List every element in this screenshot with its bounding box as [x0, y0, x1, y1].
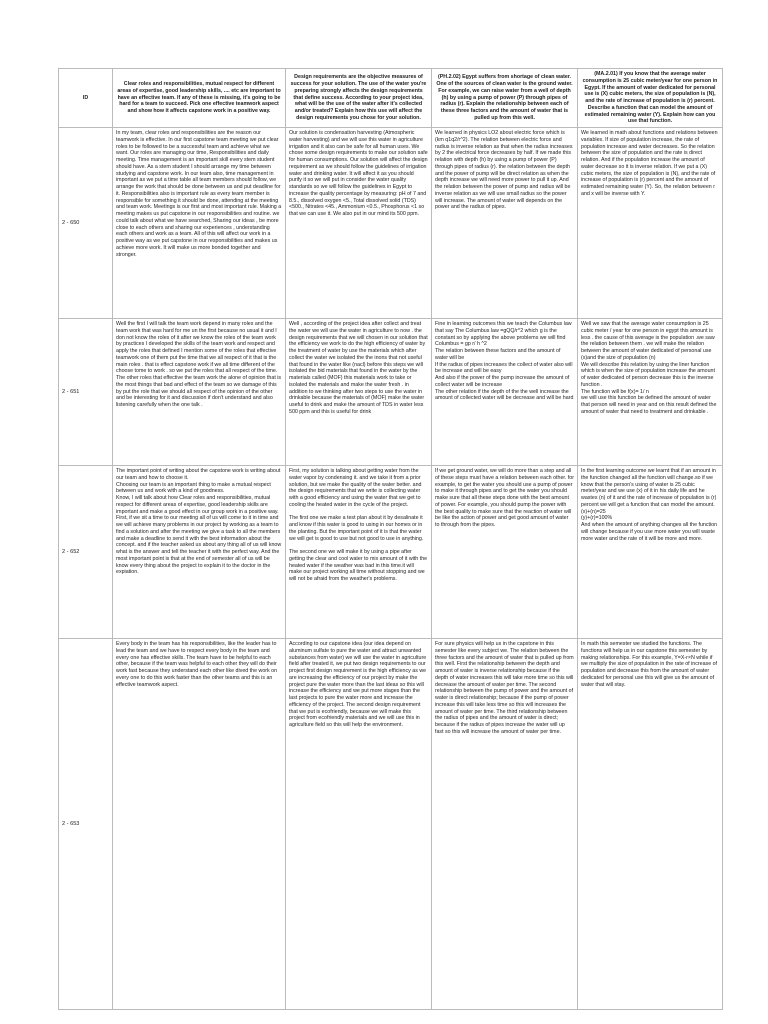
math-answer: In math this semester we studied the functions. The functions will help us in our capstone this semester by making relationships. For this example, Y=X-r×N while if we multiply the size of population in the rate of increase of population and decrease this from the amount of water dedicated for personal use this will give us the amount of water that will stay.: [578, 639, 723, 1010]
row-id: 2 - 652: [59, 466, 113, 639]
header-teamwork-question: Clear roles and responsibilities, mutual respect for different areas of expertise, good leadership skills, .... etc are important to have an effective team. If any of these is missing, it's going to be hard for a team to succeed. Pick one effective teamwork aspect and show how it affects capstone work in a positive way.: [113, 69, 286, 128]
physics-answer: If we get ground water, we will do more than a step and all of these steps must have a relation between each other. for example, to get the water you should use a pump of power to make it through pipes and to get the water you should make sure that all these steps done with the best amount of power. For example, you should pump the power with the best quality to make sure that the reaction of water will be like the action of power and get good amount of water to through from the pipes.: [432, 466, 578, 639]
header-design-requirements-question: Design requirements are the objective measures of success for your solution. The use of the water you're preparing strongly affects the design requirements that define success. According to your project idea, what will be the use of the water after it's collected and/or treated? Explain how this use will affect the design requirements you chose for your solution.: [286, 69, 432, 128]
design-answer: Well , according of the project idea after collect and treat the water we will use the water in agriculture to now . the design requirements that we will chosen in our solution that the efficiency we work to do the high efficiency of water by the treatment of water by use the materials which after collect the water we isolated the the inons that not useful that found in the water like (nacl) before this steps we will isolated the bid materials that found in the water by the materials called (MOF) this materials work to take or isolated the materials and make the water fresh . in addition to we thinking after two steps to use the water in drinkable because the materials of (MOF) make the water useful to drink and make the amount of TDS in water less 500 ppm and this is useful for drink: [286, 319, 432, 466]
table-row: [59, 639, 723, 1010]
design-answer: First, my solution is talking about getting water from the water vapor by condensing it. and we take it from a prior solution, but we make the quality of the water better. and the design requirements that we write is collecting water with a good efficiency and using the water that we get to cooling the heated water in the cycle of the project. The first one we make a test plan about it by desalinate it and know if this water is good to using in our homes or in the planting. But the important point of it is that the water we will get is good to use but not good to use in anything. The second one we will make it by using a pipe after getting the clear and cool water to mix amount of it with the heated water if the weather was bad in this time.it will make our project working all time without stopping and we will not be afraid from the weather's problems.: [286, 466, 432, 639]
responses-table: [58, 68, 723, 1010]
row-id: 2 - 650: [59, 128, 113, 319]
header-physics-question: (PH.2.02) Egypt suffers from shortage of clean water. One of the sources of clean water is the ground water. For example, we can raise water from a well of depth (h) by using a pump of power (P) through pipes of radius (r). Explain the relationship between each of these three factors and the amount of water that is pulled up from this well.: [432, 69, 578, 128]
teamwork-answer: Well the first I will talk the team work depend in many roles and the team work that was hard for me un the first because no usual it and I don not know the roles of it after we know the roles of the team work by practices I developed the skills of the team work and respect and apply the roles that defined I mention some of the roles that effective teamwork one of them put the time that we all respect of it that is the main roles . that is effect capstone work if we all time different of the choose tome to work . so we put the roles that all respect of the time. The other roles that effective the team work the alone of opinion that is the most things that bad and effect of the team so we damage of this by put the role that we should all respect of the opinion of the other and be interesting for it and discussion if don't understand and also listening carefully when the one talk .: [113, 319, 286, 466]
table-row: [59, 128, 723, 319]
math-answer: In the first learning outcome we learnt that if an amount in the function changed all the function will change.so if we know that the person's using of water is 25 cubic meter/year and we use (x) of it in his daily life and he wastes (n) of it and the rate of increase of population is (r) percent we will get a function that can model the amount. (x)+(n)=25 (y)+(r)=100% And when the amount of anything changes all the function will change because if you use more water you will waste more water and the rate of it will be more and more.: [578, 466, 723, 639]
design-answer: Our solution is condensation harvesting (Atmospheric water harvesting) and we will use this water in agriculture irrigation and it also can be safe for all human uses. We chose some design requirements to make our solution safe for human consumptions. Our solution will affect the design requirement as we should follow the guidelines of irrigation water and drinking water. It will affect it as you should purify it so we will put in consider the water quality standards so we will follow the guidelines in Egypt to increase the quality percentage by measuring: pH of 7 and 8.5., dissolved oxygen <5., Total dissolved solid (TDS) <500., Nitrates <45., Ammonium <0.5., Phosphorus <1 so that we can use it. We also put in our mind its 500 ppm.: [286, 128, 432, 319]
document-page: [58, 68, 722, 1010]
math-answer: Well we saw that the average water consumption is 25 cubic meter / year for one person in egypt this amount is less . the cause of this average is the population .we saw the relation between them . we will make the relation between the amount of water dedicated of personal use (x)and the size of population (n) We will describe this relation by using the liner function which is when the size of population increase the amount of water dedicated of person decrease this is the inverse function . The function will be f(x)= 1/ n we will use this function be defined the amount of water that person will need in year and on this result defined the amount of water that need to treatment and drinkable .: [578, 319, 723, 466]
table-row: [59, 466, 723, 639]
header-row: [59, 69, 723, 128]
row-id: 2 - 653: [59, 639, 113, 1010]
math-answer: We learned in math about functions and relations between variables. If size of population increase, the rate of population increase and water decreases. So the relation between the size of population and the rate is direct relation. And if the population increase the amount of water decrease so it is inverse relation. If we put a (X) cubic meters, the size of population is (N), and the rate of increase of population is (r) percent and the amount of estimated remaining water (Y). So, the relation between r and x will be inverse with Y.: [578, 128, 723, 319]
physics-answer: Fine in learning outcomes this we teach the Columbus law that say The Columbus law =gQQ/r^2 which g is the constant so by applying the above problems we will find Columbus = gp r/ h ^2 The relation between these factors and the amount of water will be If the radius of pipes increases the collect of water also will be increase and will be easy And also if the power of the pump increase the amount of collect water will be increase The other relation if the depth of the the well increase the amount of collected water will be decrease and will be hard: [432, 319, 578, 466]
header-id: ID: [59, 69, 113, 128]
physics-answer: For sure physics will help us in the capstone in this semester like every subject we. The relation between the three factors and the amount of water that is pulled up from this well. First the relationship between the depth and amount of water is inverse relationship because if the depth of water increases this will take more time so this will decrease the amount of water per time. The second relationship between the pump of power and the amount of water is direct relationship; because if the pump of power increase this will take less time so this will increases the amount of water per time. The third relationship between the radius of pipes and the amount of water is direct; because if the radius of pipes increase the water will up fast so this will increase the amount of water per time.: [432, 639, 578, 1010]
physics-answer: We learned in physics LO2 about electric force which is (km q1q2/r^2). The relation between electric force and radius is inverse relation as that when the radius increases by 2 the electrical force decreases by half. If we made this relation with depth (h) by using a pump of power (P) through pipes of radius (r). the relation between the depth and the power of pump will be direct relation as when the depth increase we will need more power to pull it up. And the relation between the power of pump and radius will be inverse relation as we will use small radius so the power will increase. The amount of water will depends on the power and the radius of pipes.: [432, 128, 578, 319]
teamwork-answer: Every body in the team has his responsibilities, like the leader has to lead the team and we have to respect every body in the team and every one has effective skills. The team have to be helpful to each other, because if the team was helpful to each other they will do their work fast because they understand each other like dived the work on every one to do this work faster than the other teams and this is an effective teamwork aspect.: [113, 639, 286, 1010]
table-row: [59, 319, 723, 466]
row-id: 2 - 651: [59, 319, 113, 466]
header-math-question: (MA.2.01) If you know that the average water consumption is 25 cubic meter/year for one person in Egypt. If the amount of water dedicated for personal use is (X) cubic meters, the size of population is (N), and the rate of increase of population is (r) percent. Describe a function that can model the amount of estimated remaining water (Y). Explain how can you use that function.: [578, 69, 723, 128]
teamwork-answer: In my team, clear roles and responsibilities are the reason our teamwork is effective. In our first capstone team meeting we put clear roles to be followed to be a successful team and achieve what we want. Our roles are managing our time, Responsibilities and daily meeting. Time management is an important skill every stem student should have. As a stem student I should arrange my time between studying and capstone work. In our team also, time management in important as we put a time table all team members should follow, we arrange the work that should be done between us and put deadline for it. Responsibilities also is important rule as every team member is responsible for something it should be done, attending at the meeting and team work. Meetings is our first and most important rule. Making a meeting makes us put capstone in our responsibilities and routine. we could talk about what we have searched, Sharing our ideas , be more close to each others and sharing our experiences , understanding each others and work as a team. All of this will affect our work in a positive way as we put capstone in our responsibilities and makes us achieve more work. It will make us more bonded together and stronger.: [113, 128, 286, 319]
teamwork-answer: The important point of writing about the capstone work is writing about our team and how to choose it. Choosing our team is an important thing to make a mutual respect between us and work with a kind of goodness. Know, I will talk about how Clear roles and responsibilities, mutual respect for different areas of expertise, good leadership skills are important and make a good effect in our group work in a positive way. First, if we sit a time to our meeting all of us will come to it in time and we will achieve many problems in our project by working as a team to find a solution and after the meeting we give a task to all the members and make a deadline to send it with the best information about the concept. and if the teacher asked us about any thing all of us will know what is the answer and tell the teacher it with the perfect way. And the most important point is that at the end of semester all of us will be know every thing about the project to explain it to the doctor in the expiation.: [113, 466, 286, 639]
design-answer: According to our capstone idea (our idea depend on aluminum sulfate to pure the water and attract unwanted substances from water) we will use the water in agriculture field after treated it, we put two design requirements to our project first design requirement is the high efficiency as we are increasing the efficiency of our project by make the project pure the water more than the last ideas so this will increase the efficiency and we put more stages than the last projects to pure the water more and increase the efficiency of the project. The second design requirement that we put is ecofriendly, because we will make this project from ecofriendly materials and we will use this in agriculture field so this will help the environment.: [286, 639, 432, 1010]
